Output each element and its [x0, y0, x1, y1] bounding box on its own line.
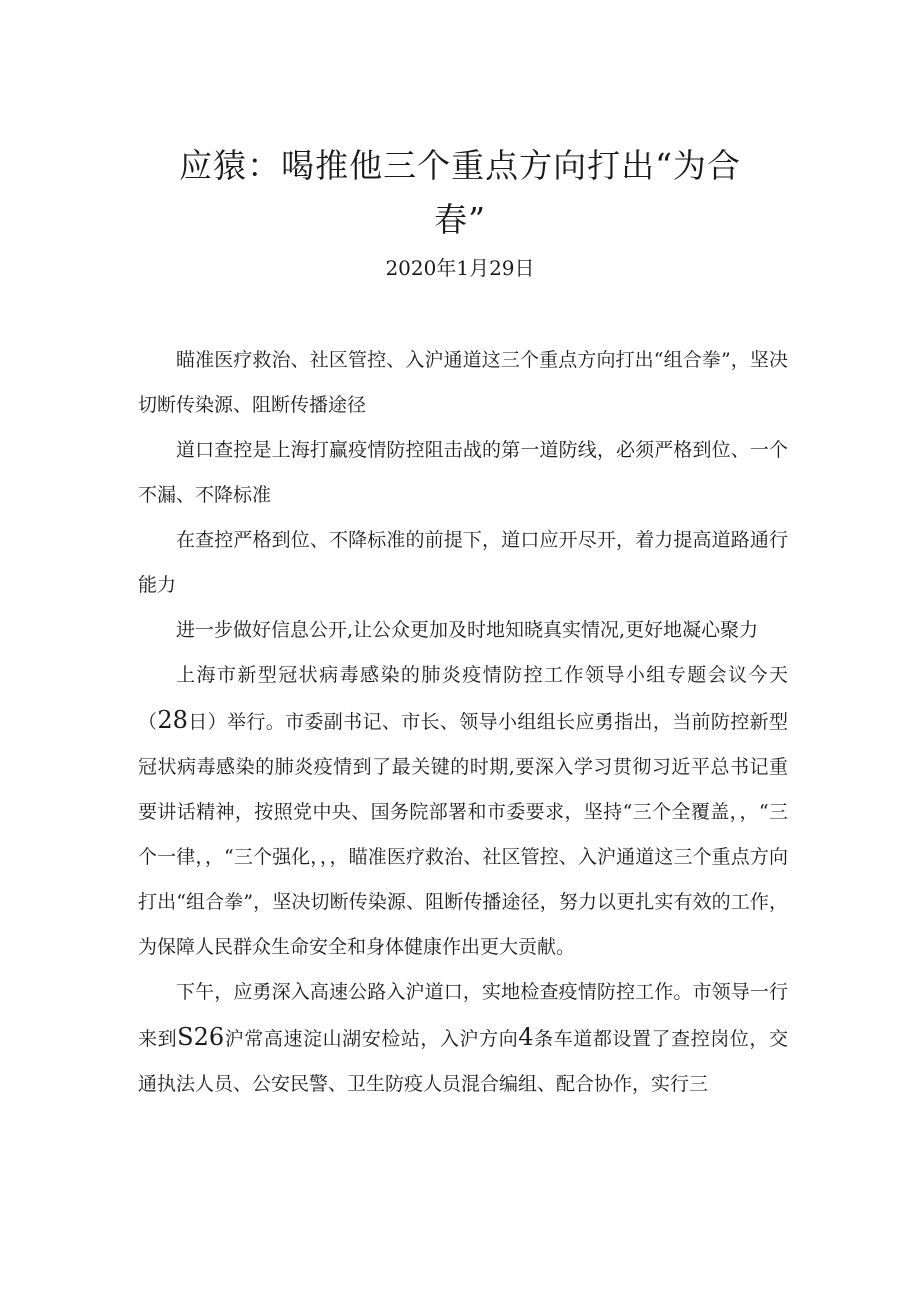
document-date: 2020年1月29日	[385, 256, 535, 280]
document-title-line2: 春”	[434, 200, 486, 239]
paragraph-6	[138, 970, 788, 1107]
document-body	[138, 338, 788, 1107]
meeting-day-number: 28	[157, 706, 188, 734]
lane-count: 4	[518, 1023, 534, 1051]
paragraph-5-part1: 上海市新型冠状病毒感染的肺炎疫情防控工作领导小组专题会议今天（	[138, 664, 788, 733]
paragraph-5-part2: 日）举行。市委副书记、市长、领导小组组长应勇指出，当前防控新型冠状病毒感染的肺炎疫情到了最关键的时期,要深入学习贯彻习近平总书记重要讲话精神，按照党中央、国务院部署和市委要求，坚持“三个全覆盖，，“三个一律，，“三个强化，，，瞄准医疗救治、社区管控、入沪通道这三个重点方向打出“组合拳”，坚决切断传染源、阻断传播途径，努力以更扎实有效的工作，为保障人民群众生命安全和身体健康作出更大贡献。	[138, 711, 788, 958]
paragraph-4: 进一步做好信息公开,让公众更加及时地知晓真实情况,更好地凝心聚力	[176, 619, 759, 641]
road-code: S26	[177, 1023, 225, 1051]
paragraph-6-part1: 下午，应勇深入高速公路入沪道口，实地检查疫情防控工作。市领导一行来到	[138, 981, 788, 1050]
document-title-line1: 应猿：喝推他三个重点方向打出“为合	[179, 146, 741, 185]
paragraph-6-part3: 条车道都设置了查控岗位，交通执法人员、公安民警、卫生防疫人员混合编组、配合协作，实行三	[138, 1028, 788, 1095]
paragraph-5	[138, 653, 788, 970]
paragraph-1: 瞄准医疗救治、社区管控、入沪通道这三个重点方向打出“组合拳”，坚决切断传染源、阻断传播途径	[138, 349, 788, 416]
paragraph-3: 在查控严格到位、不降标准的前提下，道口应开尽开，着力提高道路通行能力	[138, 529, 788, 596]
paragraph-2: 道口查控是上海打赢疫情防控阻击战的第一道防线，必须严格到位、一个不漏、不降标准	[138, 439, 788, 506]
paragraph-6-part2: 沪常高速淀山湖安检站，入沪方向	[224, 1028, 519, 1050]
